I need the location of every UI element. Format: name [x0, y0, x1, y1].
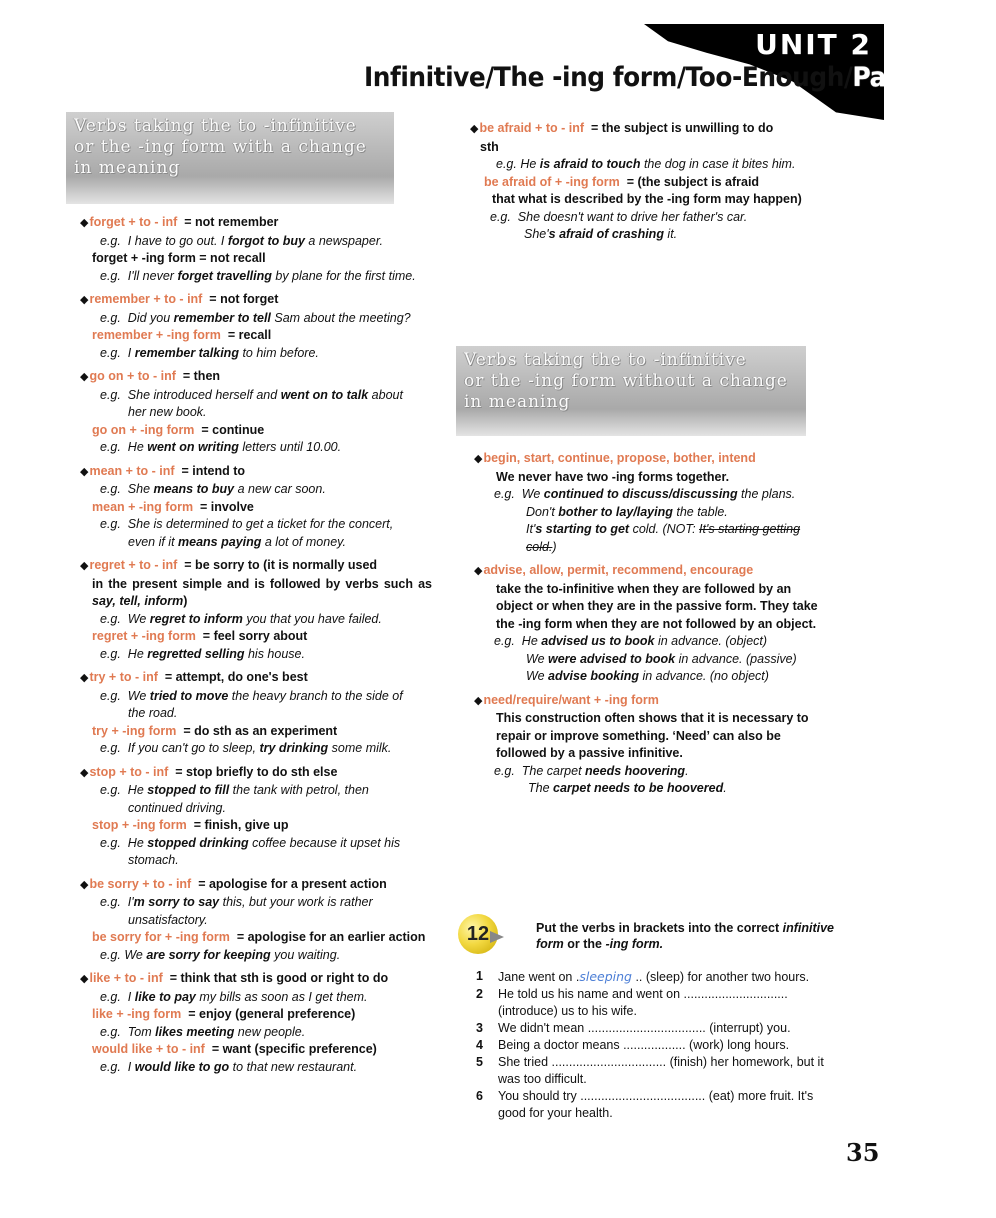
example: e.g. We are sorry for keeping you waiting. [100, 947, 341, 962]
example: e.g. He stopped drinking coffee because it upset his [100, 835, 401, 850]
entry-forget [80, 214, 432, 233]
example: e.g. We continued to discuss/discussing the plans. [494, 487, 796, 501]
diamond-icon: ◆ [80, 878, 89, 891]
example: e.g. I have to go out. I forgot to buy a newspaper. [100, 233, 384, 248]
entry-def-cont: in the present simple and is followed by verbs such as say, tell, inform) [92, 576, 432, 608]
example: e.g. She doesn't want to drive her father's car. [490, 209, 748, 224]
example: e.g. He advised us to book in advance. (object) [494, 634, 768, 648]
entry-sub: be sorry for + -ing form = apologise for an earlier action [92, 930, 426, 944]
example: e.g. I'm sorry to say this, but your work is rather [100, 895, 373, 909]
example: e.g. We regret to inform you that you have failed. [100, 611, 382, 626]
section-heading-change [66, 112, 394, 204]
entry-begin: ◆begin, start, continue, propose, bother, intend [474, 451, 756, 465]
exercise-item: 2 He told us his name and went on .............................. (introduce) us to his wife. [476, 987, 788, 1018]
exercise-list [476, 968, 838, 1122]
example: e.g. I remember talking to him before. [100, 345, 319, 360]
page-title [364, 62, 996, 93]
entry-def: = not remember [184, 215, 279, 229]
diamond-icon: ◆ [80, 766, 89, 779]
heading-line: Verbs taking the to -infinitive [464, 350, 747, 370]
exercise-item: 4 Being a doctor means .................. (work) long hours. [476, 1038, 790, 1052]
diamond-icon: ◆ [80, 560, 89, 572]
heading-line: or the -ing form with a change [74, 137, 367, 157]
rule-text: take the to-infinitive when they are followed by an object or when they are in the passive form. They take the -ing form when they are not followed by an object. [496, 581, 818, 631]
diamond-icon: ◆ [80, 465, 89, 478]
example: e.g. He is afraid to touch the dog in case it bites him. [496, 157, 796, 171]
entry-like: ◆like + to - inf = think that sth is good or right to do [80, 971, 389, 985]
diamond-icon: ◆ [80, 294, 89, 306]
example-cont: continued driving. [128, 800, 226, 815]
example-cont: Don't bother to lay/laying the table. [526, 504, 728, 519]
example: e.g. I would like to go to that new restaurant. [100, 1059, 358, 1074]
example-cont: her new book. [128, 405, 207, 419]
example-cont: It's starting to get cold. (NOT: It's starting getting [526, 522, 801, 536]
exercise-item: 5 She tried ................................. (finish) her homework, but it was too difficult. [476, 1055, 824, 1086]
example: e.g. She introduced herself and went on to talk about [100, 387, 403, 402]
example: e.g. He regretted selling his house. [100, 646, 305, 661]
example: e.g. He went on writing letters until 10.00. [100, 440, 342, 454]
entry-sub: stop + -ing form = finish, give up [92, 818, 289, 832]
section-heading-no-change [456, 346, 806, 436]
entry-sub: try + -ing form = do sth as an experiment [92, 723, 338, 738]
heading-line: in meaning [74, 158, 181, 178]
example-cont: She's afraid of crashing it. [524, 227, 678, 241]
example-cont: unsatisfactory. [128, 912, 208, 927]
example-cont: We advise booking in advance. (no object) [526, 669, 769, 683]
entry-sub: forget + -ing form = not recall [92, 251, 266, 265]
exercise-item: 3 We didn't mean .................................. (interrupt) you. [476, 1021, 791, 1035]
example: e.g. If you can't go to sleep, try drinking some milk. [100, 741, 392, 755]
example: e.g. Tom likes meeting new people. [100, 1024, 306, 1039]
example-cont: The carpet needs to be hoovered. [528, 781, 727, 795]
example: e.g. Did you remember to tell Sam about the meeting? [100, 310, 411, 325]
heading-line: Verbs taking the to -infinitive [74, 116, 357, 136]
entry-sub: remember + -ing form = recall [92, 328, 272, 342]
entry-stop: ◆stop + to - inf = stop briefly to do sth else [80, 764, 338, 779]
diamond-icon: ◆ [80, 217, 89, 229]
entry-sub: like + -ing form = enjoy (general preference) [92, 1007, 356, 1021]
title-tail: Participles [852, 62, 996, 93]
heading-line: in meaning [464, 392, 571, 412]
example-cont: the road. [128, 706, 178, 720]
diamond-icon: ◆ [470, 123, 479, 135]
entry-go-on: ◆go on + to - inf = then [80, 369, 221, 383]
entry-sub: mean + -ing form = involve [92, 499, 254, 514]
rule-text: This construction often shows that it is necessary to repair or improve something. ‘Need’ can also be followed by a passive infinitive. [496, 711, 809, 760]
diamond-icon: ◆ [474, 453, 483, 465]
example-cont: We were advised to book in advance. (passive) [526, 651, 797, 666]
exercise-number-badge: 12 [458, 914, 498, 954]
entry-need: ◆need/require/want + -ing form [474, 692, 659, 707]
answer-field[interactable]: sleeping [579, 969, 632, 984]
entry-remember: ◆remember + to - inf = not forget [80, 292, 279, 306]
example: e.g. He stopped to fill the tank with petrol, then [100, 783, 369, 797]
entry-be-afraid: ◆be afraid + to - inf = the subject is unwilling to do [470, 121, 774, 135]
example: e.g. I'll never forget travelling by plane for the first time. [100, 268, 416, 283]
badge-arrow-icon [490, 931, 504, 943]
exercise-instruction: Put the verbs in brackets into the correct infinitive form or the -ing form. [536, 921, 835, 951]
diamond-icon: ◆ [80, 371, 89, 383]
entry-be-sorry: ◆be sorry + to - inf = apologise for a present action [80, 876, 387, 891]
example-cont: even if it means paying a lot of money. [128, 534, 346, 549]
entry-label: forget + to - inf [89, 215, 178, 229]
example: e.g. We tried to move the heavy branch to the side of [100, 688, 403, 703]
diamond-icon: ◆ [80, 973, 89, 985]
entry-mean: ◆mean + to - inf = intend to [80, 463, 246, 478]
entry-def-cont: sth [480, 139, 499, 154]
example: e.g. The carpet needs hoovering. [494, 763, 689, 778]
entry-def-cont: that what is described by the -ing form may happen) [492, 192, 802, 206]
example: e.g. She is determined to get a ticket for the concert, [100, 517, 394, 531]
example: e.g. She means to buy a new car soon. [100, 482, 326, 496]
right-column-bottom [474, 450, 826, 798]
entry-advise: ◆advise, allow, permit, recommend, encourage [474, 563, 754, 577]
entry-sub: regret + -ing form = feel sorry about [92, 629, 308, 643]
entry-regret: ◆regret + to - inf = be sorry to (it is normally used [80, 558, 378, 572]
diamond-icon: ◆ [474, 565, 483, 577]
rule-text: We never have two -ing forms together. [496, 469, 730, 484]
page-number: 35 [846, 1138, 880, 1167]
exercise-item: 6 You should try .................................... (eat) more fruit. It's good for your health. [476, 1089, 814, 1120]
entry-try: ◆try + to - inf = attempt, do one's best [80, 670, 308, 684]
unit-label: UNIT 2 [755, 28, 872, 61]
diamond-icon: ◆ [474, 694, 483, 707]
title-main: Infinitive/The -ing form/Too-Enough/ [364, 62, 853, 93]
left-column [80, 214, 432, 1076]
diamond-icon: ◆ [80, 672, 89, 684]
example: e.g. I like to pay my bills as soon as I get them. [100, 989, 368, 1004]
example-cont: stomach. [128, 853, 179, 867]
right-column-top [470, 120, 824, 244]
example-cont: cold.) [526, 539, 557, 554]
heading-line: or the -ing form without a change [464, 371, 788, 391]
entry-sub: be afraid of + -ing form = (the subject is afraid [484, 174, 760, 189]
entry-sub: go on + -ing form = continue [92, 422, 265, 437]
exercise-item: 1 Jane went on .sleeping .. (sleep) for another two hours. [476, 969, 810, 984]
entry-sub: would like + to - inf = want (specific preference) [92, 1042, 377, 1056]
